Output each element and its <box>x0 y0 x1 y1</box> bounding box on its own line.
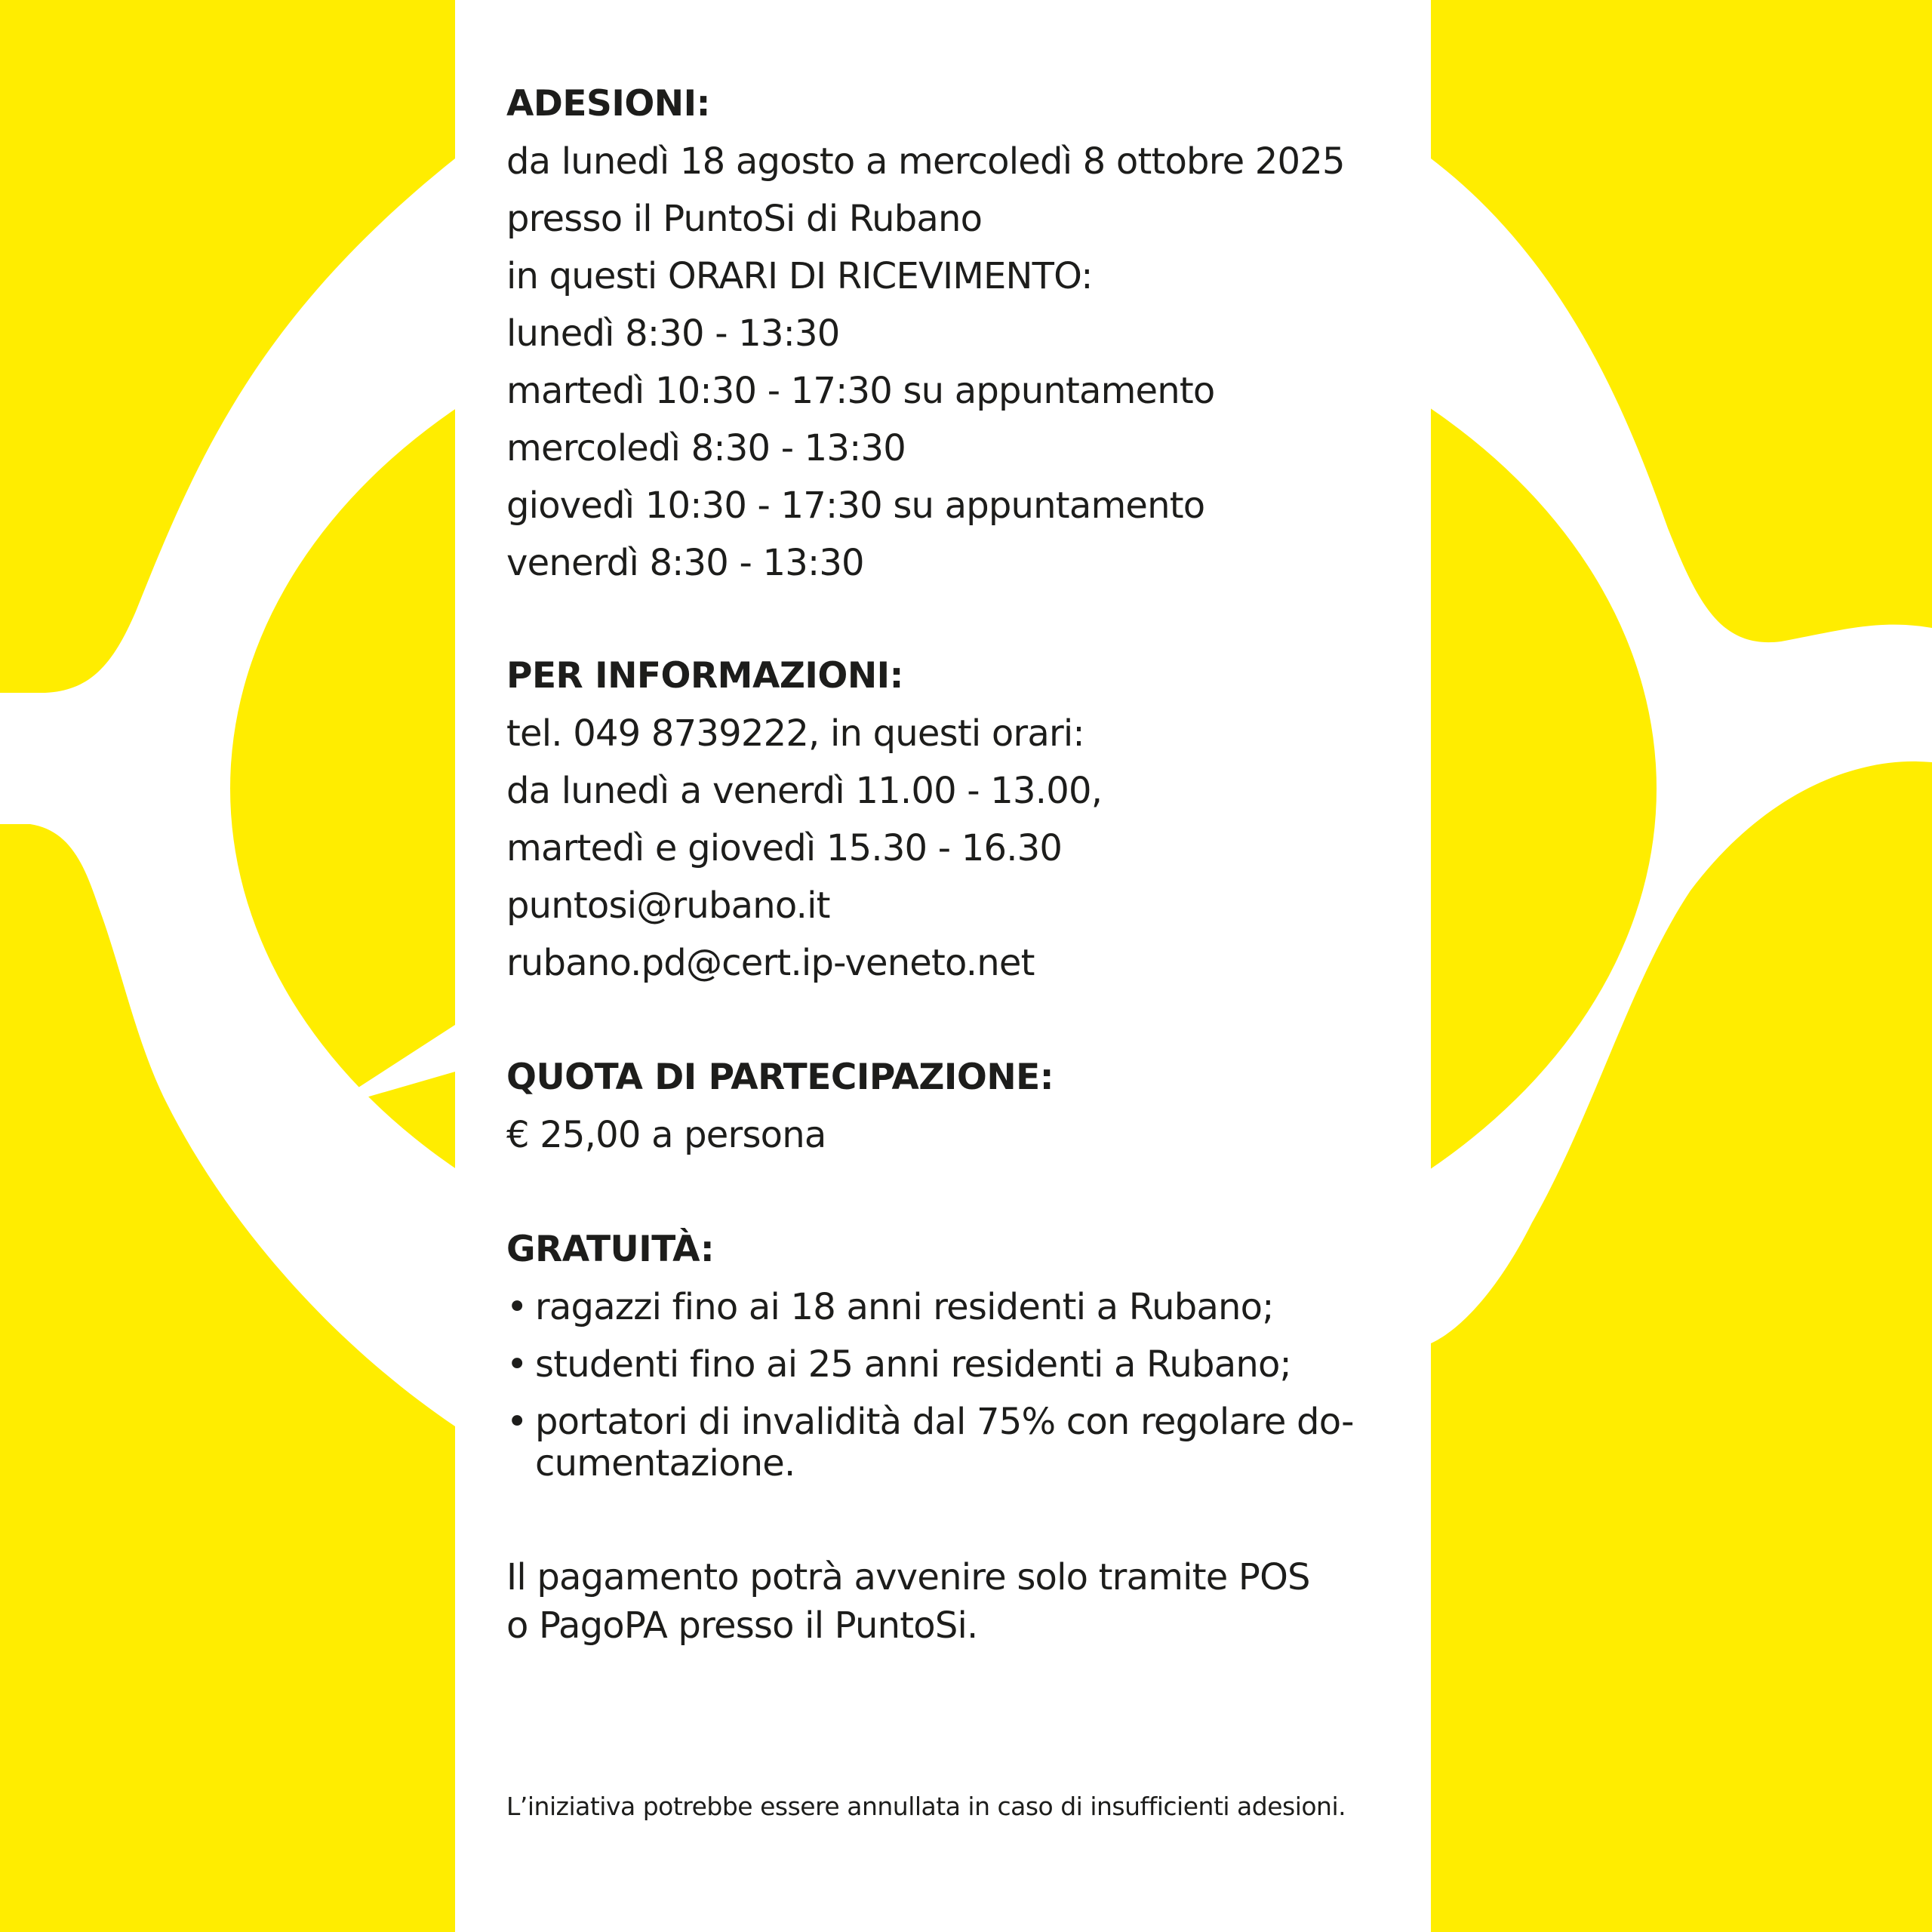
pagamento-line-2: o PagoPA presso il PuntoSi. <box>506 1604 978 1647</box>
section-quota <box>506 1049 1423 1164</box>
informazioni-heading: PER INFORMAZIONI: <box>506 655 903 697</box>
section-gratuita <box>506 1221 1423 1487</box>
adesioni-hours-monday: lunedì 8:30 - 13:30 <box>506 312 840 355</box>
adesioni-hours-intro: in questi ORARI DI RICEVIMENTO: <box>506 255 1093 297</box>
bullet-icon: • <box>506 1343 528 1386</box>
gratuita-item-text: ragazzi fino ai 18 anni residenti a Rubano; <box>535 1286 1274 1328</box>
gratuita-item-ragazzi <box>506 1278 1423 1336</box>
bullet-icon: • <box>506 1286 528 1328</box>
adesioni-heading: ADESIONI: <box>506 83 710 125</box>
quota-heading: QUOTA DI PARTECIPAZIONE: <box>506 1057 1054 1098</box>
informazioni-weekday-hours: da lunedì a venerdì 11.00 - 13.00, <box>506 770 1103 812</box>
gratuita-item-text: studenti fino ai 25 anni residenti a Rubano; <box>535 1343 1291 1386</box>
informazioni-pec-email[interactable]: rubano.pd@cert.ip-veneto.net <box>506 942 1035 984</box>
adesioni-hours-wednesday: mercoledì 8:30 - 13:30 <box>506 427 906 469</box>
gratuita-heading: GRATUITÀ: <box>506 1229 715 1270</box>
bullet-icon: • <box>506 1401 528 1443</box>
adesioni-period: da lunedì 18 agosto a mercoledì 8 ottobre 2025 <box>506 140 1345 183</box>
quota-amount: € 25,00 a persona <box>506 1114 826 1156</box>
gratuita-item-invalidita <box>506 1393 1423 1487</box>
adesioni-hours-friday: venerdì 8:30 - 13:30 <box>506 542 864 584</box>
adesioni-hours-tuesday: martedì 10:30 - 17:30 su appuntamento <box>506 370 1215 412</box>
pagamento-line-1: Il pagamento potrà avvenire solo tramite POS <box>506 1556 1310 1598</box>
adesioni-location: presso il PuntoSi di Rubano <box>506 198 983 240</box>
gratuita-item-studenti <box>506 1336 1423 1393</box>
adesioni-hours-thursday: giovedì 10:30 - 17:30 su appuntamento <box>506 485 1205 527</box>
informazioni-tue-thu-hours: martedì e giovedì 15.30 - 16.30 <box>506 827 1063 869</box>
section-adesioni <box>506 75 1423 592</box>
gratuita-item-text: portatori di invalidità dal 75% con regolare do- <box>535 1401 1354 1443</box>
section-informazioni <box>506 648 1423 992</box>
informazioni-email[interactable]: puntosi@rubano.it <box>506 884 830 927</box>
gratuita-item-text-continuation: cumentazione. <box>535 1442 795 1484</box>
cancellation-note: L’iniziativa potrebbe essere annullata in caso di insufficienti adesioni. <box>506 1792 1346 1821</box>
section-pagamento <box>506 1553 1423 1650</box>
informazioni-phone: tel. 049 8739222, in questi orari: <box>506 712 1084 755</box>
